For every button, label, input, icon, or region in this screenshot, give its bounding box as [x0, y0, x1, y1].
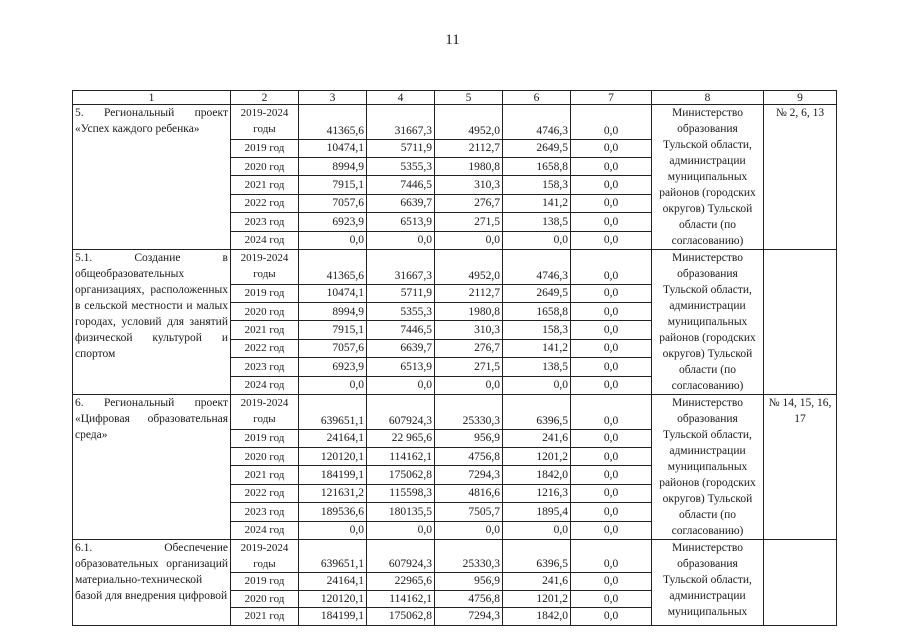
amount-cell: 158,3: [503, 176, 571, 194]
amount-cell: 138,5: [503, 358, 571, 376]
year-label: 2022 год: [231, 484, 299, 502]
amount-cell: 639651,1: [299, 540, 367, 573]
period-cell: [231, 105, 299, 140]
column-header: 2: [231, 91, 299, 105]
amount-cell: 0,0: [571, 466, 652, 484]
amount-cell: 5355,3: [367, 157, 435, 175]
section-total-row: [73, 395, 837, 430]
program-table: [72, 90, 837, 626]
year-label: 2022 год: [231, 194, 299, 212]
responsible-executor: Министерство образования Тульской области, администрации муниципальных: [652, 540, 764, 626]
amount-cell: 241,6: [503, 429, 571, 447]
amount-cell: 0,0: [367, 231, 435, 249]
amount-cell: 0,0: [571, 540, 652, 573]
amount-cell: 241,6: [503, 573, 571, 591]
amount-cell: 184199,1: [299, 466, 367, 484]
amount-cell: 1895,4: [503, 503, 571, 521]
amount-cell: 2649,5: [503, 284, 571, 302]
amount-cell: 158,3: [503, 321, 571, 339]
year-label: 2024 год: [231, 231, 299, 249]
year-label: 2021 год: [231, 176, 299, 194]
amount-cell: 184199,1: [299, 608, 367, 626]
amount-cell: 41365,6: [299, 105, 367, 140]
amount-cell: 31667,3: [367, 250, 435, 285]
amount-cell: 6639,7: [367, 339, 435, 357]
page-number: 11: [445, 32, 460, 48]
amount-cell: 0,0: [571, 250, 652, 285]
column-header: 3: [299, 91, 367, 105]
amount-cell: 0,0: [571, 339, 652, 357]
amount-cell: 1842,0: [503, 466, 571, 484]
period-label-units: годы: [253, 123, 276, 135]
column-number-row: [73, 91, 837, 105]
amount-cell: 0,0: [435, 231, 503, 249]
amount-cell: 141,2: [503, 194, 571, 212]
year-label: 2020 год: [231, 302, 299, 320]
year-label: 2019 год: [231, 139, 299, 157]
amount-cell: 0,0: [571, 447, 652, 465]
amount-cell: 1201,2: [503, 590, 571, 608]
amount-cell: 8994,9: [299, 157, 367, 175]
amount-cell: 5711,9: [367, 139, 435, 157]
amount-cell: 0,0: [571, 321, 652, 339]
amount-cell: 0,0: [571, 484, 652, 502]
period-label-units: годы: [253, 413, 276, 425]
amount-cell: 6513,9: [367, 358, 435, 376]
amount-cell: 0,0: [571, 176, 652, 194]
amount-cell: 7057,6: [299, 194, 367, 212]
year-label: 2023 год: [231, 358, 299, 376]
year-label: 2022 год: [231, 339, 299, 357]
amount-cell: 4952,0: [435, 250, 503, 285]
section-name: 6. Региональный проект «Цифровая образовательная среда»: [73, 395, 231, 540]
amount-cell: 114162,1: [367, 590, 435, 608]
amount-cell: 4756,8: [435, 447, 503, 465]
amount-cell: 24164,1: [299, 429, 367, 447]
year-label: 2019 год: [231, 573, 299, 591]
period-cell: [231, 250, 299, 285]
amount-cell: 0,0: [299, 521, 367, 539]
column-header: 1: [73, 91, 231, 105]
amount-cell: 310,3: [435, 321, 503, 339]
column-header: 6: [503, 91, 571, 105]
amount-cell: 7446,5: [367, 321, 435, 339]
amount-cell: 114162,1: [367, 447, 435, 465]
amount-cell: 1216,3: [503, 484, 571, 502]
period-label: 2019-2024: [240, 542, 289, 554]
year-label: 2024 год: [231, 521, 299, 539]
amount-cell: 0,0: [571, 139, 652, 157]
amount-cell: 8994,9: [299, 302, 367, 320]
amount-cell: 639651,1: [299, 395, 367, 430]
year-label: 2021 год: [231, 608, 299, 626]
column-header: 8: [652, 91, 764, 105]
section-name: 5. Региональный проект «Успех каждого ребенка»: [73, 105, 231, 250]
amount-cell: 0,0: [571, 213, 652, 231]
amount-cell: 607924,3: [367, 540, 435, 573]
amount-cell: 41365,6: [299, 250, 367, 285]
amount-cell: 0,0: [503, 231, 571, 249]
amount-cell: 0,0: [571, 573, 652, 591]
year-label: 2020 год: [231, 447, 299, 465]
amount-cell: 7294,3: [435, 608, 503, 626]
amount-cell: 5711,9: [367, 284, 435, 302]
amount-cell: 0,0: [571, 429, 652, 447]
amount-cell: 271,5: [435, 213, 503, 231]
amount-cell: 0,0: [571, 395, 652, 430]
amount-cell: 4952,0: [435, 105, 503, 140]
amount-cell: 0,0: [571, 521, 652, 539]
amount-cell: 7057,6: [299, 339, 367, 357]
amount-cell: 0,0: [367, 521, 435, 539]
amount-cell: 121631,2: [299, 484, 367, 502]
period-cell: [231, 540, 299, 573]
year-label: 2023 год: [231, 503, 299, 521]
indicator-numbers: № 14, 15, 16, 17: [764, 395, 837, 540]
amount-cell: 1842,0: [503, 608, 571, 626]
period-label-units: годы: [253, 268, 276, 280]
amount-cell: 6396,5: [503, 395, 571, 430]
amount-cell: 0,0: [503, 376, 571, 394]
amount-cell: 271,5: [435, 358, 503, 376]
amount-cell: 1980,8: [435, 302, 503, 320]
year-label: 2019 год: [231, 284, 299, 302]
amount-cell: 0,0: [571, 358, 652, 376]
amount-cell: 4756,8: [435, 590, 503, 608]
section-name: 5.1. Создание в общеобразовательных организациях, расположенных в сельской местности и малых городах, условий для занятий физической культурой и спортом: [73, 250, 231, 395]
amount-cell: 1201,2: [503, 447, 571, 465]
amount-cell: 0,0: [503, 521, 571, 539]
period-label-units: годы: [253, 558, 276, 570]
amount-cell: 120120,1: [299, 447, 367, 465]
amount-cell: 10474,1: [299, 139, 367, 157]
column-header: 7: [571, 91, 652, 105]
amount-cell: 2112,7: [435, 139, 503, 157]
amount-cell: 0,0: [571, 302, 652, 320]
amount-cell: 25330,3: [435, 540, 503, 573]
amount-cell: 120120,1: [299, 590, 367, 608]
amount-cell: 4746,3: [503, 250, 571, 285]
period-label: 2019-2024: [240, 107, 289, 119]
year-label: 2020 год: [231, 157, 299, 175]
amount-cell: 25330,3: [435, 395, 503, 430]
amount-cell: 6513,9: [367, 213, 435, 231]
period-label: 2019-2024: [240, 397, 289, 409]
amount-cell: 2649,5: [503, 139, 571, 157]
amount-cell: 7505,7: [435, 503, 503, 521]
amount-cell: 141,2: [503, 339, 571, 357]
amount-cell: 0,0: [571, 376, 652, 394]
amount-cell: 138,5: [503, 213, 571, 231]
column-header: 5: [435, 91, 503, 105]
section-total-row: [73, 250, 837, 285]
column-header: 9: [764, 91, 837, 105]
amount-cell: 175062,8: [367, 466, 435, 484]
year-label: 2021 год: [231, 466, 299, 484]
amount-cell: 0,0: [571, 590, 652, 608]
amount-cell: 0,0: [299, 376, 367, 394]
amount-cell: 276,7: [435, 339, 503, 357]
amount-cell: 6923,9: [299, 213, 367, 231]
amount-cell: 0,0: [571, 503, 652, 521]
amount-cell: 22 965,6: [367, 429, 435, 447]
year-label: 2021 год: [231, 321, 299, 339]
amount-cell: 0,0: [299, 231, 367, 249]
amount-cell: 7446,5: [367, 176, 435, 194]
section-name: 6.1. Обеспечение образовательных организаций материально-технической базой для внедрения цифровой: [73, 540, 231, 626]
indicator-numbers: [764, 540, 837, 626]
amount-cell: 0,0: [571, 231, 652, 249]
amount-cell: 6639,7: [367, 194, 435, 212]
amount-cell: 175062,8: [367, 608, 435, 626]
amount-cell: 4816,6: [435, 484, 503, 502]
amount-cell: 956,9: [435, 573, 503, 591]
amount-cell: 6396,5: [503, 540, 571, 573]
section-total-row: [73, 105, 837, 140]
amount-cell: 0,0: [571, 194, 652, 212]
amount-cell: 0,0: [571, 105, 652, 140]
amount-cell: 10474,1: [299, 284, 367, 302]
section-total-row: [73, 540, 837, 573]
responsible-executor: Министерство образования Тульской области, администрации муниципальных районов (городских округов) Тульской области (по согласованию): [652, 395, 764, 540]
amount-cell: 7915,1: [299, 321, 367, 339]
amount-cell: 276,7: [435, 194, 503, 212]
amount-cell: 0,0: [435, 521, 503, 539]
indicator-numbers: [764, 250, 837, 395]
amount-cell: 2112,7: [435, 284, 503, 302]
responsible-executor: Министерство образования Тульской области, администрации муниципальных районов (городских округов) Тульской области (по согласованию): [652, 250, 764, 395]
responsible-executor: Министерство образования Тульской области, администрации муниципальных районов (городских округов) Тульской области (по согласованию): [652, 105, 764, 250]
amount-cell: 115598,3: [367, 484, 435, 502]
amount-cell: 31667,3: [367, 105, 435, 140]
amount-cell: 1980,8: [435, 157, 503, 175]
amount-cell: 0,0: [367, 376, 435, 394]
column-header: 4: [367, 91, 435, 105]
amount-cell: 0,0: [571, 157, 652, 175]
amount-cell: 22965,6: [367, 573, 435, 591]
amount-cell: 6923,9: [299, 358, 367, 376]
amount-cell: 956,9: [435, 429, 503, 447]
amount-cell: 1658,8: [503, 157, 571, 175]
year-label: 2024 год: [231, 376, 299, 394]
amount-cell: 24164,1: [299, 573, 367, 591]
amount-cell: 0,0: [571, 284, 652, 302]
indicator-numbers: № 2, 6, 13: [764, 105, 837, 250]
amount-cell: 1658,8: [503, 302, 571, 320]
year-label: 2020 год: [231, 590, 299, 608]
amount-cell: 607924,3: [367, 395, 435, 430]
amount-cell: 310,3: [435, 176, 503, 194]
amount-cell: 0,0: [435, 376, 503, 394]
year-label: 2023 год: [231, 213, 299, 231]
amount-cell: 4746,3: [503, 105, 571, 140]
amount-cell: 7915,1: [299, 176, 367, 194]
amount-cell: 0,0: [571, 608, 652, 626]
amount-cell: 7294,3: [435, 466, 503, 484]
amount-cell: 5355,3: [367, 302, 435, 320]
amount-cell: 189536,6: [299, 503, 367, 521]
period-label: 2019-2024: [240, 252, 289, 264]
period-cell: [231, 395, 299, 430]
year-label: 2019 год: [231, 429, 299, 447]
amount-cell: 180135,5: [367, 503, 435, 521]
